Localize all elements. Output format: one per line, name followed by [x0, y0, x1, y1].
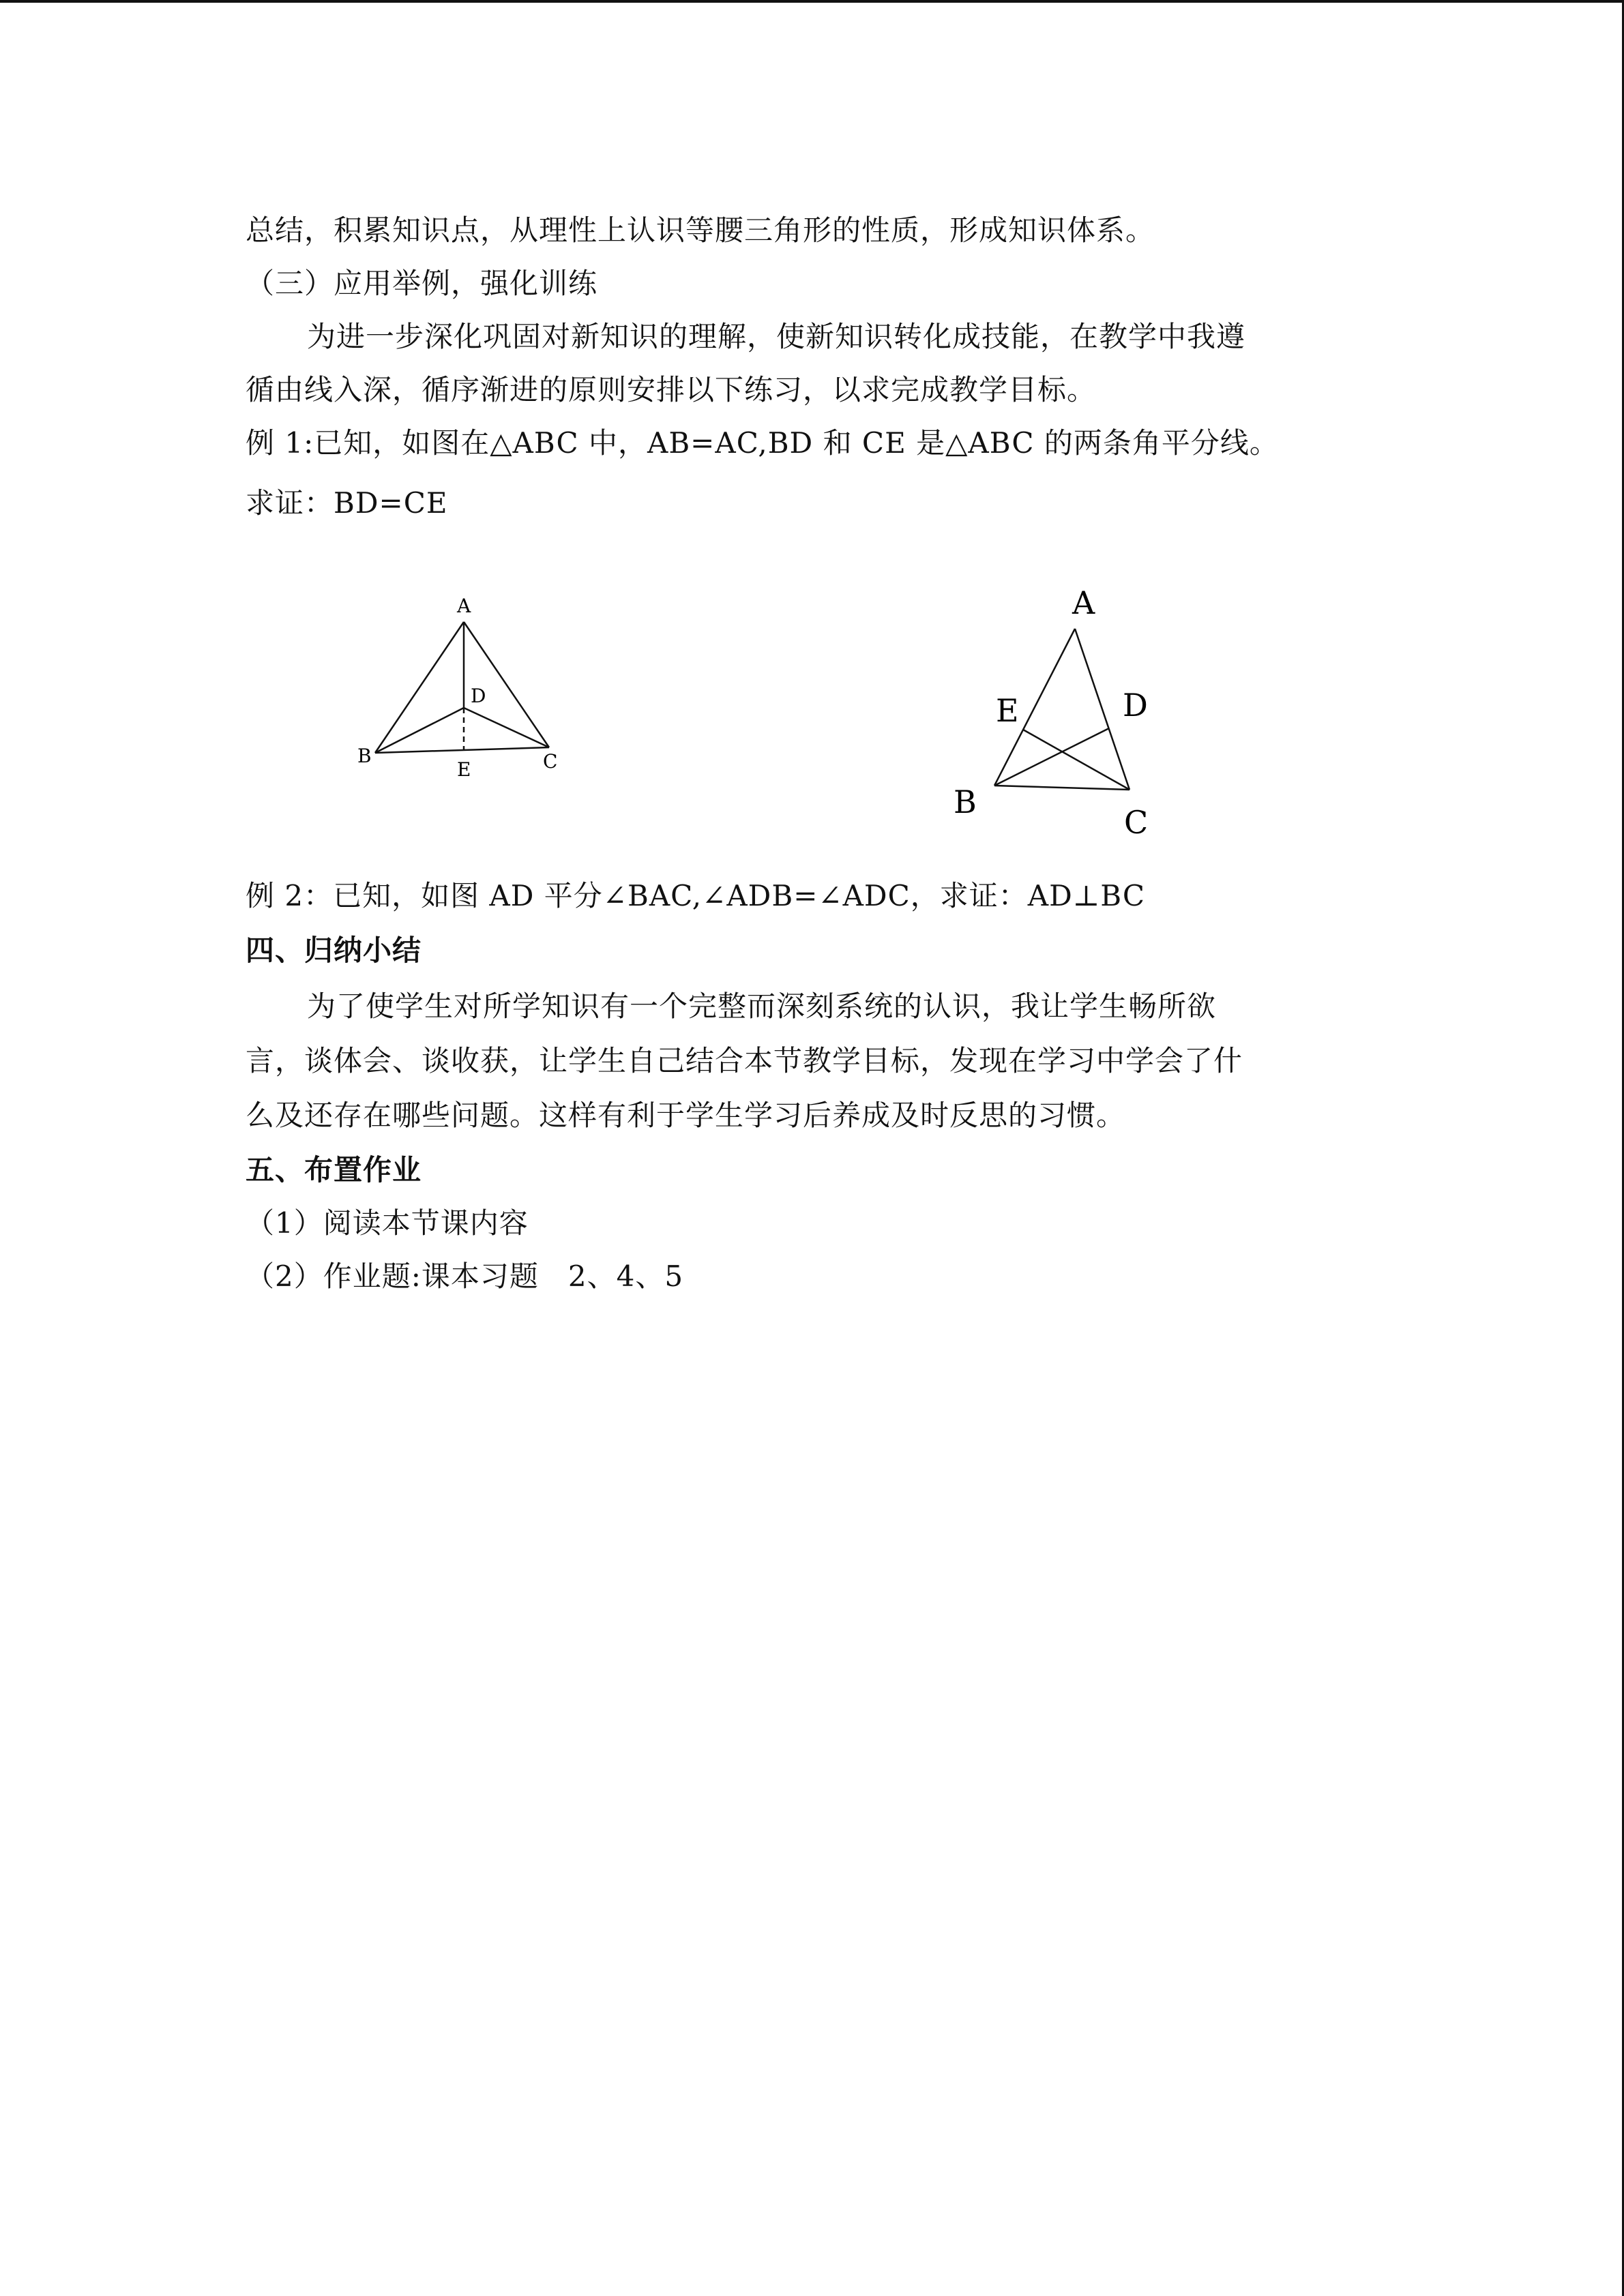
fig2-side-ac — [1075, 629, 1130, 790]
paragraph-summary-line2: 言，谈体会、谈收获，让学生自己结合本节教学目标，发现在学习中学会了什 — [246, 1044, 1243, 1077]
fig1-label-b: B — [357, 745, 372, 767]
section-3-title: （三）应用举例，强化训练 — [246, 267, 598, 300]
fig1-segment-bd — [375, 708, 464, 753]
section-4-title: 四、归纳小结 — [246, 934, 422, 967]
fig2-label-e: E — [996, 692, 1019, 729]
fig2-label-b: B — [954, 784, 977, 820]
paragraph-summary-line3: 么及还存在哪些问题。这样有利于学生学习后养成及时反思的习惯。 — [246, 1099, 1126, 1132]
example-1-prove: 求证：BD=CE — [246, 486, 448, 520]
fig2-segment-ce — [1023, 730, 1130, 790]
section-5-title: 五、布置作业 — [246, 1153, 422, 1187]
figure-2-svg — [941, 573, 1194, 846]
fig1-label-d: D — [471, 685, 486, 707]
fig1-side-ab — [375, 622, 464, 753]
fig2-label-c: C — [1124, 804, 1149, 841]
fig1-side-bc — [375, 747, 549, 753]
fig2-label-d: D — [1123, 687, 1148, 724]
figure-1-triangle — [341, 586, 587, 791]
fig2-label-a: A — [1072, 584, 1095, 621]
figure-2-triangle — [941, 573, 1194, 846]
example-2: 例 2：已知，如图 AD 平分∠BAC,∠ADB=∠ADC，求证：AD⊥BC — [246, 879, 1146, 912]
fig2-segment-bd — [994, 728, 1109, 786]
page-border-top — [0, 0, 1624, 3]
paragraph-practice-line1: 为进一步深化巩固对新知识的理解，使新知识转化成技能，在教学中我遵 — [307, 320, 1246, 353]
example-1-given: 例 1:已知，如图在△ABC 中，AB=AC,BD 和 CE 是△ABC 的两条角平分线。 — [246, 426, 1279, 460]
paragraph-summary-line1: 为了使学生对所学知识有一个完整而深刻系统的认识，我让学生畅所欲 — [307, 989, 1217, 1023]
figure-1-svg — [341, 586, 587, 791]
fig1-label-c: C — [543, 750, 558, 773]
homework-item-2: （2）作业题:课本习题 2、4、5 — [246, 1259, 684, 1293]
paragraph-summary-end: 总结，积累知识点，从理性上认识等腰三角形的性质，形成知识体系。 — [246, 213, 1155, 247]
homework-item-1: （1）阅读本节课内容 — [246, 1206, 529, 1240]
fig1-label-a: A — [457, 595, 471, 617]
paragraph-practice-line2: 循由线入深，循序渐进的原则安排以下练习，以求完成教学目标。 — [246, 373, 1097, 406]
fig1-label-e: E — [457, 758, 471, 781]
fig2-side-bc — [994, 786, 1130, 790]
